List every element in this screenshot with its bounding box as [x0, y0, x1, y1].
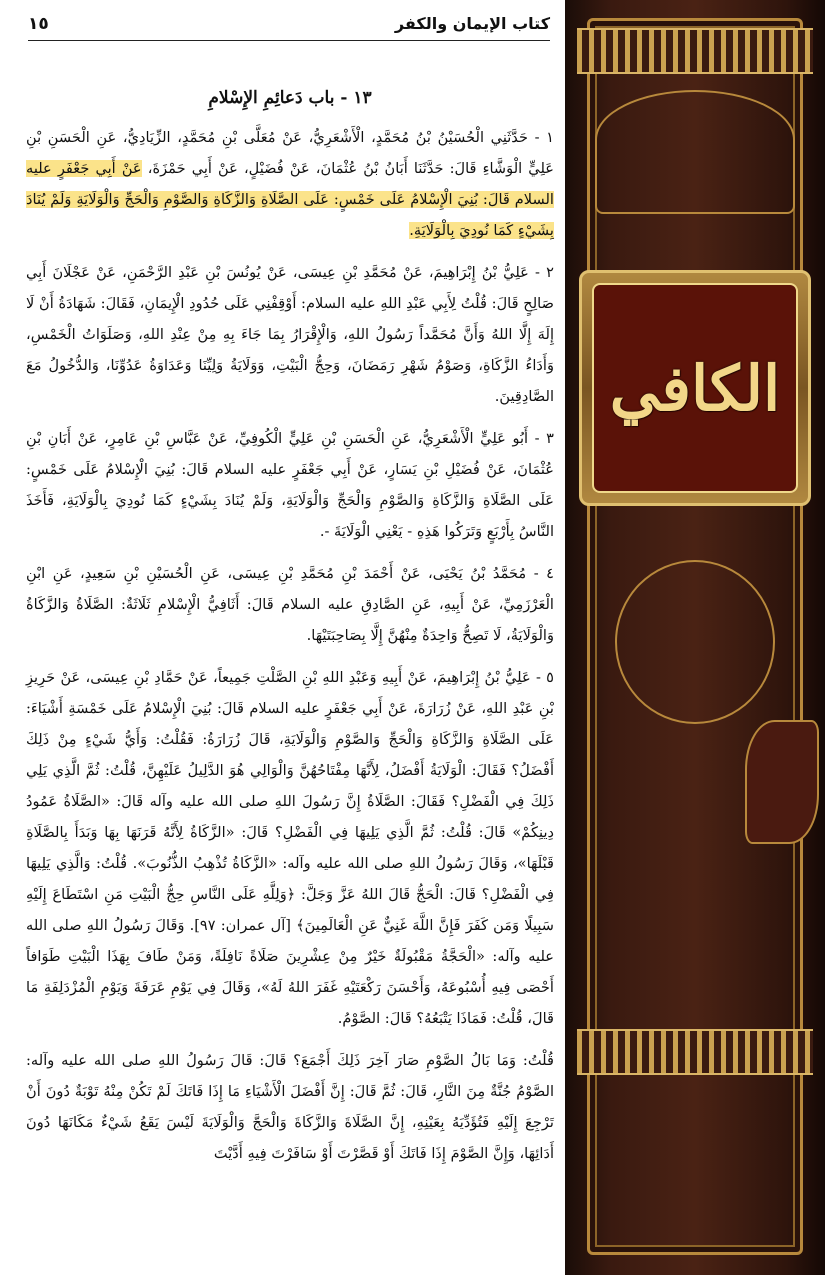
cover-emblem-ornament	[615, 560, 775, 724]
cover-arch-ornament	[595, 90, 795, 214]
hadith-1-highlighted-text: عَنْ أَبِي جَعْفَرٍ عليه السلام قَالَ: بُنِيَ الْإِسْلامُ عَلَى خَمْسٍ: عَلَى الصَّلَاةِ وَالزَّكَاةِ وَالصَّوْمِ وَالْحَجِّ وَالْوَلَايَةِ وَلَمْ يُنَادَ بِشَيْءٍ كَمَا نُودِيَ بِالْوَلَايَةِ.	[26, 160, 554, 239]
cover-title-frame	[579, 270, 811, 506]
cover-bottom-band-ornament	[577, 1029, 813, 1075]
hadith-5: ٥ - عَلِيُّ بْنُ إِبْرَاهِيمَ، عَنْ أَبِيهِ وَعَبْدِ اللهِ بْنِ الصَّلْتِ جَمِيعاً، عَنْ حَمَّادِ بْنِ عِيسَى، عَنْ حَرِيزِ بْنِ عَبْدِ اللهِ، عَنْ زُرَارَةَ، عَنْ أَبِي جَعْفَرٍ عليه السلام قَالَ: بُنِيَ الْإِسْلامُ عَلَى خَمْسَةِ أَشْيَاءَ: عَلَى الصَّلَاةِ وَالزَّكَاةِ وَالْحَجِّ وَالصَّوْمِ وَالْوَلَايَةِ، قَالَ زُرَارَةُ: فَقُلْتُ: وَأَيُّ شَيْءٍ مِنْ ذَلِكَ أَفْضَلُ؟ فَقَالَ: الْوَلَايَةُ أَفْضَلُ، لِأَنَّهَا مِفْتَاحُهُنَّ وَالْوَالِي هُوَ الدَّلِيلُ عَلَيْهِنَّ، قُلْتُ: ثُمَّ الَّذِي يَلِي ذَلِكَ فِي الْفَضْلِ؟ فَقَالَ: الصَّلَاةُ إِنَّ رَسُولَ اللهِ صلى الله عليه وآله قَالَ: «الصَّلَاةُ عَمُودُ دِينِكُمْ» قَالَ: قُلْتُ: ثُمَّ الَّذِي يَلِيهَا فِي الْفَضْلِ؟ قَالَ: «الزَّكَاةُ لِأَنَّهُ قَرَنَهَا بِهَا وَبَدَأَ بِالصَّلَاةِ قَبْلَهَا»، وَقَالَ رَسُولُ اللهِ صلى الله عليه وآله: «الزَّكَاةُ تُذْهِبُ الذُّنُوبَ». قُلْتُ: وَالَّذِي يَلِيهَا فِي الْفَضْلِ؟ قَالَ: الْحَجُّ قَالَ اللهُ عَزَّ وَجَلَّ: ﴿وَلِلَّهِ عَلَى النَّاسِ حِجُّ الْبَيْتِ مَنِ اسْتَطَاعَ إِلَيْهِ سَبِيلًا وَمَن كَفَرَ فَإِنَّ اللَّهَ غَنِيٌّ عَنِ الْعَالَمِينَ﴾ [آل عمران: ٩٧]. وَقَالَ رَسُولُ اللهِ صلى الله عليه وآله: «الْحَجَّةُ مَقْبُولَةٌ خَيْرٌ مِنْ عِشْرِينَ صَلَاةً نَافِلَةً، وَمَنْ طَافَ بِهَذَا الْبَيْتِ طَوَافاً أَحْصَى فِيهِ أُسْبُوعَهُ، وَأَحْسَنَ رَكْعَتَيْهِ غَفَرَ اللهُ لَهُ»، وَقَالَ فِي يَوْمِ عَرَفَةَ وَيَوْمِ الْمُزْدَلِفَةِ مَا قَالَ، قُلْتُ: فَمَاذَا يَتْبَعُهُ؟ قَالَ: الصَّوْمُ.	[26, 669, 554, 1027]
book-title: كتاب الإيمان والكفر	[394, 14, 550, 33]
hadith-5-continuation: قُلْتُ: وَمَا بَالُ الصَّوْمِ صَارَ آخِرَ ذَلِكَ أَجْمَعَ؟ قَالَ: قَالَ رَسُولُ اللهِ صلى الله عليه وآله: الصَّوْمُ جُنَّةٌ مِنَ النَّارِ، قَالَ: ثُمَّ قَالَ: إِنَّ أَفْضَلَ الْأَشْيَاءِ مَا إِذَا فَاتَكَ لَمْ تَكُنْ مِنْهُ تَوْبَةٌ دُونَ أَنْ تَرْجِعَ إِلَيْهِ فَتُؤَدِّيَهُ بِعَيْنِهِ، إِنَّ الصَّلَاةَ وَالزَّكَاةَ وَالْحَجَّ وَالْوَلَايَةَ لَيْسَ يَقَعُ شَيْءٌ مَكَانَهَا دُونَ أَدَائِهَا، وَإِنَّ الصَّوْمَ إِذَا فَاتَكَ أَوْ قَصَّرْتَ أَوْ سَافَرْتَ فِيهِ أَدَّيْتَ	[26, 1052, 554, 1162]
hadith-3: ٣ - أَبُو عَلِيٍّ الْأَشْعَرِيُّ، عَنِ الْحَسَنِ بْنِ عَلِيٍّ الْكُوفِيِّ، عَنْ عَبَّاسِ بْنِ عَامِرٍ، عَنْ أَبَانِ بْنِ عُثْمَانَ، عَنْ فُضَيْلِ بْنِ يَسَارٍ، عَنْ أَبِي جَعْفَرٍ عليه السلام قَالَ: بُنِيَ الْإِسْلامُ عَلَى خَمْسٍ: عَلَى الصَّلَاةِ وَالزَّكَاةِ وَالصَّوْمِ وَالْحَجِّ وَالْوَلَايَةِ، وَلَمْ يُنَادَ بِشَيْءٍ كَمَا نُودِيَ بِالْوَلَايَةِ، فَأَخَذَ النَّاسُ بِأَرْبَعٍ وَتَرَكُوا هَذِهِ - يَعْنِي الْوَلَايَةَ -.	[26, 430, 554, 540]
cover-side-ornament	[745, 720, 819, 844]
hadith-1	[26, 122, 554, 246]
hadith-4: ٤ - مُحَمَّدُ بْنُ يَحْيَى، عَنْ أَحْمَدَ بْنِ مُحَمَّدِ بْنِ عِيسَى، عَنِ الْحُسَيْنِ بْنِ سَعِيدٍ، عَنِ ابْنِ الْعَرْزَمِيِّ، عَنْ أَبِيهِ، عَنِ الصَّادِقِ عليه السلام قَالَ: أَثَافِيُّ الْإِسْلامِ ثَلَاثَةٌ: الصَّلَاةُ وَالزَّكَاةُ وَالْوَلَايَةُ، لَا تَصِحُّ وَاحِدَةٌ مِنْهُنَّ إِلَّا بِصَاحِبَتَيْهَا.	[26, 565, 554, 644]
hadith-2: ٢ - عَلِيُّ بْنُ إِبْرَاهِيمَ، عَنْ مُحَمَّدِ بْنِ عِيسَى، عَنْ يُونُسَ بْنِ عَبْدِ الرَّحْمَنِ، عَنْ عَجْلَانَ أَبِي صَالِحٍ قَالَ: قُلْتُ لِأَبِي عَبْدِ اللهِ عليه السلام: أَوْقِفْنِي عَلَى حُدُودِ الْإِيمَانِ، فَقَالَ: شَهَادَةُ أَنْ لَا إِلَهَ إِلَّا اللهُ وَأَنَّ مُحَمَّداً رَسُولُ اللهِ، وَالْإِقْرَارُ بِمَا جَاءَ بِهِ مِنْ عِنْدِ اللهِ، وَصَلَوَاتُ الْخَمْسِ، وَأَدَاءُ الزَّكَاةِ، وَصَوْمُ شَهْرِ رَمَضَانَ، وَحِجُّ الْبَيْتِ، وَوَلَايَةُ وَلِيِّنَا وَعَدَاوَةُ عَدُوِّنَا، وَالدُّخُولُ مَعَ الصَّادِقِينَ.	[26, 264, 554, 405]
cover-top-band-ornament	[577, 28, 813, 74]
chapter-heading: ١٣ - باب دَعائِمِ الإِسْلامِ	[208, 88, 372, 108]
page-header	[28, 14, 550, 41]
hadith-1-chain: ١ - حَدَّثَنِي الْحُسَيْنُ بْنُ مُحَمَّدٍ، الْأَشْعَرِيُّ، عَنْ مُعَلَّى بْنِ مُحَمَّدٍ، الزِّيَادِيُّ، عَنِ الْحَسَنِ بْنِ عَلِيٍّ الْوَشَّاءِ قَالَ: حَدَّثَنَا أَبَانُ بْنُ عُثْمَانَ، عَنْ فُضَيْلٍ، عَنْ أَبِي حَمْزَةَ،	[26, 129, 554, 177]
cover-title: الكافي	[609, 351, 781, 425]
cover-title-panel	[592, 283, 798, 493]
book-cover	[565, 0, 825, 1275]
page-content	[26, 88, 554, 1268]
page-number: ١٥	[28, 14, 49, 34]
